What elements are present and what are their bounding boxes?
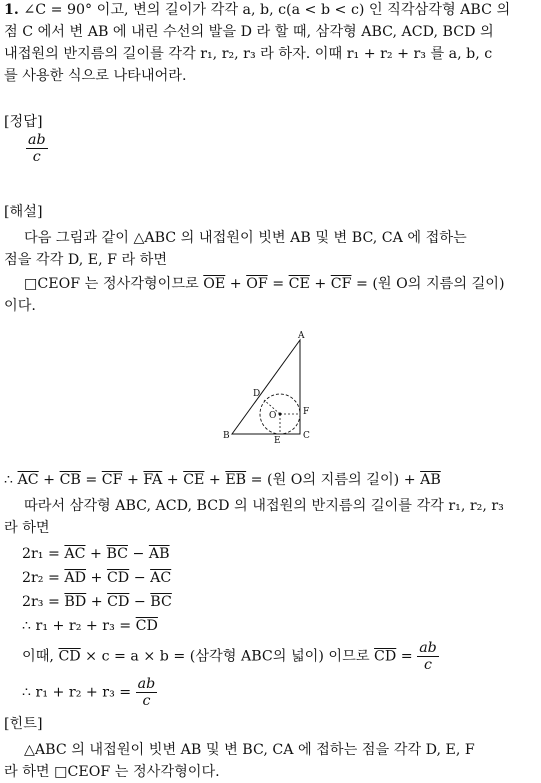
label-o: O	[269, 411, 277, 421]
segment-cd: $\overline{CD}$	[106, 570, 130, 586]
equation-r2	[22, 568, 171, 588]
square-ceof-text: □CEOF 는 정사각형이므로	[24, 276, 199, 292]
segment-cf: $\overline{CF}$	[330, 276, 352, 292]
equation-area	[22, 640, 439, 673]
segment-bd: $\overline{BD}$	[64, 594, 87, 610]
denominator: c	[142, 693, 151, 709]
problem-line-2: 점 C 에서 변 AB 에 내린 수선의 발을 D 라 할 때, 삼각형 ABC, ACD, BCD 의	[4, 24, 494, 40]
solution-p2-line2: 이다.	[4, 298, 36, 314]
segment-ab: $\overline{AB}$	[148, 546, 170, 562]
numerator: ab	[137, 676, 156, 692]
op: +	[38, 472, 60, 488]
segment-ce: $\overline{CE}$	[183, 472, 205, 488]
diameter-text: = (원 O의 지름의 길이)	[351, 276, 505, 292]
eq-text: 이때,	[22, 648, 59, 665]
op: +	[122, 472, 144, 488]
op: +	[162, 472, 184, 488]
segment-fa: $\overline{FA}$	[143, 472, 163, 488]
triangle-abc	[232, 340, 300, 434]
problem-line-4: 를 사용한 식으로 나타내어라.	[4, 68, 187, 84]
problem-text-1: ∠C = 90° 이고, 변의 길이가 각각 a, b, c(a < b < c) 인 직각삼각형 ABC 의	[23, 2, 511, 18]
segment-of: $\overline{OF}$	[246, 276, 268, 292]
answer-frac	[26, 132, 48, 165]
segment-ac: $\overline{AC}$	[150, 570, 172, 586]
denominator: c	[424, 657, 432, 673]
eq-text: × c = a × b = (삼각형 ABC의 넓이) 이므로	[80, 648, 375, 665]
hint-heading: [힌트]	[4, 716, 43, 732]
problem-line-1	[4, 0, 510, 20]
segment-ac: $\overline{AC}$	[17, 472, 39, 488]
segment-bc: $\overline{BC}$	[106, 546, 128, 562]
equation-final	[22, 676, 157, 709]
op: +	[86, 594, 108, 610]
label-b: B	[223, 431, 230, 441]
op: +	[85, 546, 107, 562]
eq-lhs: ∴ r₁ + r₂ + r₃ =	[22, 684, 136, 701]
segment-ab: $\overline{AB}$	[420, 472, 441, 488]
op: =	[80, 472, 102, 488]
equation-r3	[22, 592, 172, 612]
hint-line-2: 라 하면 □CEOF 는 정사각형이다.	[4, 764, 220, 780]
op: =	[267, 276, 289, 292]
segment-eb: $\overline{EB}$	[225, 472, 247, 488]
hint-line-1: △ABC 의 내접원이 빗변 AB 및 변 BC, CA 에 접하는 점을 각각 D, E, F	[24, 742, 475, 758]
segment-cd: $\overline{CD}$	[58, 648, 81, 665]
solution-p1-line1: 다음 그림과 같이 △ABC 의 내접원이 빗변 AB 및 변 BC, CA 에 접하는	[24, 230, 467, 246]
segment-oe: $\overline{OE}$	[203, 276, 226, 292]
eq-lhs: 2r₃ =	[22, 594, 65, 610]
equation-sum-cd	[22, 616, 158, 636]
therefore-text: ∴	[4, 472, 18, 488]
op: −	[129, 570, 151, 586]
op: +	[309, 276, 331, 292]
op: −	[129, 594, 151, 610]
triangle-figure	[222, 328, 322, 448]
eq-lhs: 2r₂ =	[22, 570, 65, 586]
op: +	[225, 276, 247, 292]
segment-bc: $\overline{BC}$	[150, 594, 172, 610]
op: +	[86, 570, 107, 586]
problem-number: 1.	[4, 2, 19, 18]
solution-p3-line2: 라 하면	[4, 520, 50, 536]
label-d: D	[253, 389, 261, 399]
label-a: A	[298, 331, 305, 341]
solution-p3-line1: 따라서 삼각형 ABC, ACD, BCD 의 내접원의 반지름의 길이를 각각 r₁, r₂, r₃	[24, 498, 504, 514]
solution-p2-line1	[24, 274, 505, 294]
segment-cd: $\overline{CD}$	[135, 618, 158, 634]
segment-cd: $\overline{CD}$	[374, 648, 397, 665]
segment-cd: $\overline{CD}$	[107, 594, 130, 610]
solution-heading: [해설]	[4, 204, 43, 220]
label-f: F	[303, 407, 310, 417]
answer-fraction	[26, 132, 48, 165]
diameter-text: = (원 O의 지름의 길이) +	[246, 472, 421, 488]
segment-ce: $\overline{CE}$	[288, 276, 310, 292]
op: −	[127, 546, 149, 562]
eq-lhs: 2r₁ =	[22, 546, 65, 562]
center-o-dot	[279, 413, 282, 416]
segment-ac: $\overline{AC}$	[64, 546, 86, 562]
answer-denominator: c	[32, 149, 41, 165]
fraction-ab-c	[136, 676, 158, 709]
segment-cb: $\overline{CB}$	[59, 472, 81, 488]
segment-cf: $\overline{CF}$	[101, 472, 123, 488]
fraction-ab-c	[417, 640, 439, 673]
solution-p1-line2: 점을 각각 D, E, F 라 하면	[4, 252, 168, 268]
op: =	[396, 648, 418, 665]
problem-line-3: 내접원의 반지름의 길이를 각각 r₁, r₂, r₃ 라 하자. 이때 r₁ + r₂ + r₃ 를 a, b, c	[4, 46, 493, 62]
eq-lhs: ∴ r₁ + r₂ + r₃ =	[22, 618, 136, 634]
answer-numerator: ab	[28, 132, 46, 148]
label-c: C	[303, 431, 310, 441]
segment-ad: $\overline{AD}$	[64, 570, 87, 586]
numerator: ab	[419, 640, 437, 656]
equation-r1	[22, 544, 170, 564]
label-e: E	[274, 436, 281, 446]
op: +	[204, 472, 226, 488]
solution-sum-line	[4, 470, 441, 490]
answer-heading: [정답]	[4, 114, 43, 130]
